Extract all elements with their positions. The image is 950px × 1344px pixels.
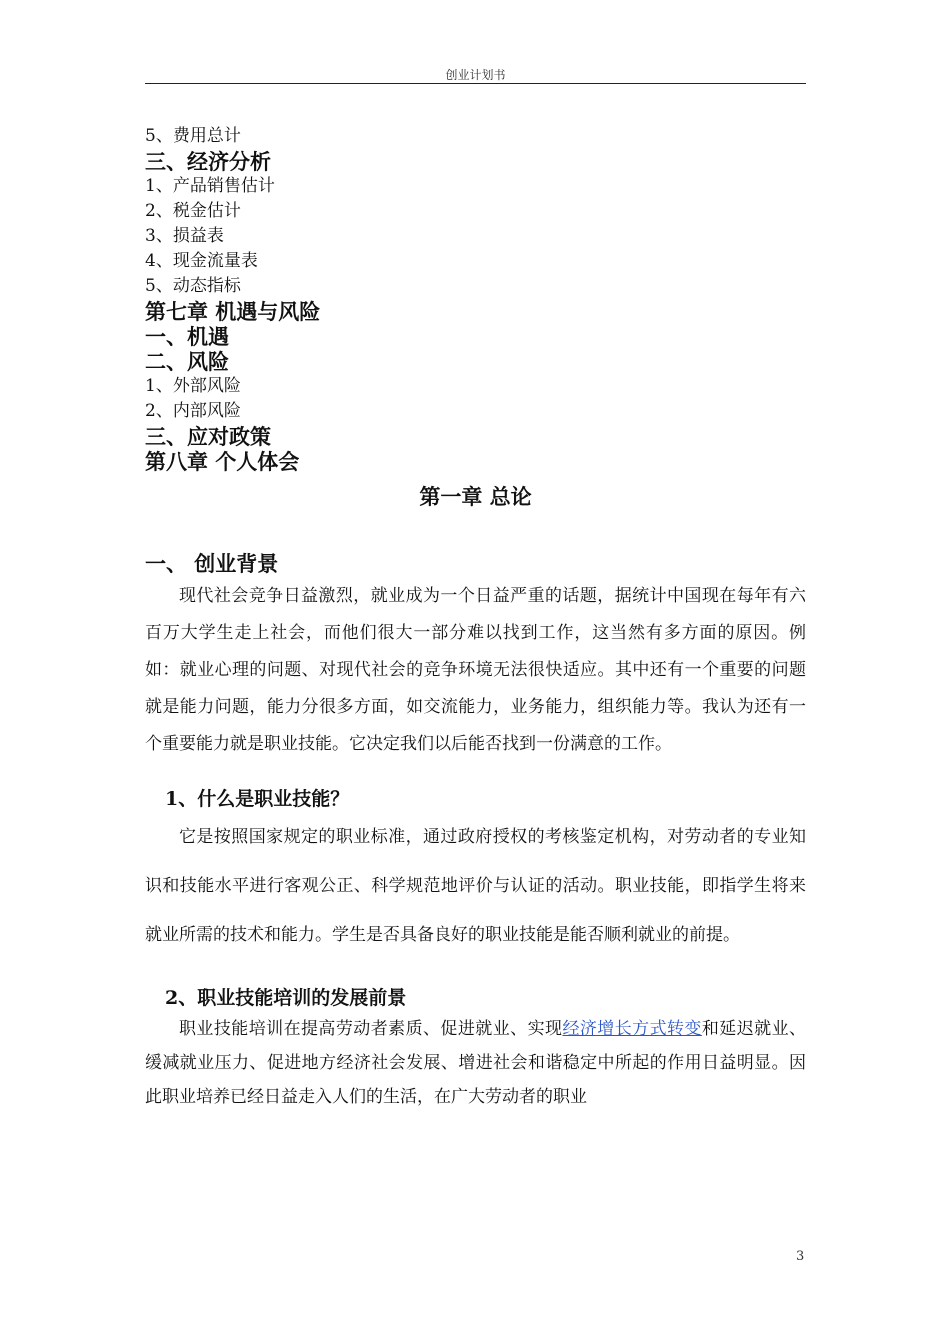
- toc-heading: 第七章 机遇与风险: [145, 299, 321, 324]
- paragraph-text-after-link: 和延迟就业、缓减就业压力、促进地方经济社会发展、增进社会和谐稳定中所起的作用日益明显。因此职业培养已经日益走入人们的生活，在广大劳动者的职业: [145, 1019, 807, 1107]
- toc-heading: 二、风险: [145, 349, 229, 374]
- subsection-heading-training-prospects: 2、职业技能培训的发展前景: [165, 987, 407, 1009]
- page-content: [145, 124, 806, 1114]
- toc-item: 5、费用总计: [145, 126, 241, 146]
- toc-item: 2、税金估计: [145, 201, 241, 221]
- page-number: 3: [796, 1249, 805, 1264]
- toc-item: 1、外部风险: [145, 376, 241, 396]
- section-heading-background: 一、 创业背景: [145, 551, 279, 576]
- toc-heading: 一、机遇: [145, 324, 229, 349]
- toc-item: 2、内部风险: [145, 401, 241, 421]
- toc-heading: 三、经济分析: [145, 149, 271, 174]
- header-divider: [145, 83, 806, 84]
- chapter-title: 第一章 总论: [419, 484, 532, 509]
- toc-heading: 第八章 个人体会: [145, 449, 300, 474]
- subsection-heading-what-is-skill: 1、什么是职业技能？: [165, 788, 350, 810]
- table-of-contents: [145, 124, 806, 474]
- toc-item: 3、损益表: [145, 226, 224, 246]
- toc-item: 4、现金流量表: [145, 251, 258, 271]
- toc-item: 1、产品销售估计: [145, 176, 275, 196]
- section-paragraph-background: 现代社会竞争日益激烈，就业成为一个日益严重的话题，据统计中国现在每年有六百万大学生走上社会，而他们很大一部分难以找到工作，这当然有多方面的原因。例如：就业心理的问题、对现代社会的竞争环境无法很快适应。其中还有一个重要的问题就是能力问题，能力分很多方面，如交流能力，业务能力，组织能力等。我认为还有一个重要能力就是职业技能。它决定我们以后能否找到一份满意的工作。: [145, 586, 806, 754]
- subsection-paragraph-what-is-skill: 它是按照国家规定的职业标准，通过政府授权的考核鉴定机构，对劳动者的专业知识和技能水平进行客观公正、科学规范地评价与认证的活动。职业技能，即指学生将来就业所需的技术和能力。学生是否具备良好的职业技能是能否顺利就业的前提。: [145, 827, 806, 945]
- paragraph-text-before-link: 职业技能培训在提高劳动者素质、促进就业、实现: [179, 1019, 563, 1039]
- subsection-paragraph-training-prospects: [145, 1012, 806, 1114]
- page-header-title: 创业计划书: [445, 68, 506, 82]
- economic-growth-link[interactable]: 经济增长方式转变: [562, 1019, 702, 1039]
- toc-item: 5、动态指标: [145, 276, 241, 296]
- toc-heading: 三、应对政策: [145, 424, 271, 449]
